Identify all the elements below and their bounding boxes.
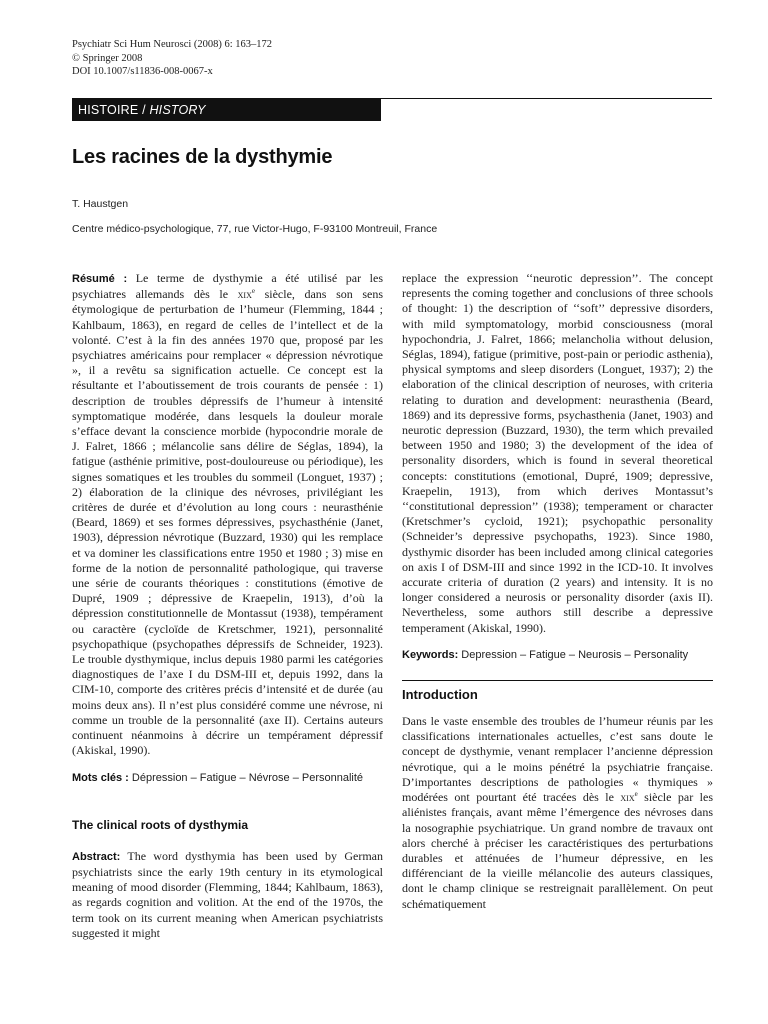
copyright: © Springer 2008 — [72, 52, 143, 64]
affiliation: Centre médico-psychologique, 77, rue Victor-Hugo, F-93100 Montreuil, France — [72, 223, 438, 235]
journal-citation: Psychiatr Sci Hum Neurosci (2008) 6: 163–172 — [72, 39, 273, 50]
introduction-text-1: Dans le vaste ensemble des troubles de l’humeur réunis par les classifications internationales actuelles, c’est sans doute le concept de dysthymie, venant remplacer l’ancienne dépression névrotique, qui a le moins pénétré la psychiatrie française. D’importantes descriptions de pathologies « thymiques » modérées ont pourtant été tracées dès le — [402, 714, 713, 805]
doi: DOI 10.1007/s11836-008-0067-x — [72, 66, 213, 77]
introduction-rule — [402, 680, 713, 681]
introduction-paragraph — [402, 714, 713, 912]
introduction-century: xix — [620, 790, 635, 805]
section-label-fr: HISTOIRE — [78, 103, 139, 117]
right-column — [402, 271, 713, 912]
mots-cles — [72, 771, 383, 785]
mots-cles-value: Dépression – Fatigue – Névrose – Personnalité — [128, 771, 364, 784]
section-separator: / — [138, 103, 150, 117]
resume-text-1: Le terme de dysthymie a été utilisé par les psychiatres allemands dès le — [72, 271, 383, 302]
introduction-text-2: siècle par les aliénistes français, avant même l’émergence des névroses dans la nosographie psychiatrique. Un grand nombre de travaux ont alors cherché à préciser les caractéristiques des perturbations durables et atténuées de l’humeur dépressive, en les différenciant de la vieille mélancolie des auteurs classiques, dont le champ clinique se restreignait parallèlement. On peut schématiquement — [402, 790, 714, 911]
section-banner — [72, 99, 381, 121]
keywords-value: Depression – Fatigue – Neurosis – Personality — [458, 648, 689, 661]
resume-label: Résumé : — [72, 273, 128, 285]
resume-paragraph — [72, 271, 383, 759]
keywords — [402, 648, 713, 662]
abstract-label: Abstract: — [72, 850, 121, 863]
english-title: The clinical roots of dysthymia — [72, 817, 249, 832]
section-label-en: HISTORY — [149, 103, 206, 117]
resume-century: xix — [237, 287, 252, 302]
left-column — [72, 271, 383, 941]
article-metadata — [72, 38, 272, 79]
introduction-century-sup: e — [634, 790, 638, 799]
keywords-label: Keywords: — [402, 648, 459, 661]
author: T. Haustgen — [72, 198, 129, 210]
abstract-text-left: The word dysthymia has been used by German psychiatrists since the early 19th century in its etymological meaning of mood disorder (Flemming, 1844; Kahlbaum, 1863), as regards cognition and volition. At the end of the 1970s, the term took on its current meaning when American psychiatrists suggested it might — [72, 848, 383, 940]
resume-century-sup: e — [251, 287, 255, 296]
article-title: Les racines de la dysthymie — [72, 146, 333, 168]
abstract-paragraph — [72, 849, 383, 941]
mots-cles-label: Mots clés : — [72, 771, 129, 784]
resume-text-2: siècle, dans son sens étymologique de perturbation de l’humeur (Flemming, 1844 ; Kahlbaum, 1863), en regard de celles de l’intellect et de la volonté. C’est à la fin des années 1970 que, proposé par les psychiatres américains pour remplacer « dépression névrotique », il a revêtu sa signification actuelle. Ce concept est la résultante et l’aboutissement de trois courants de pensée : 1) description de troubles dépressifs de l’humeur à intensité symptomatique modérée, dans lesquels la douleur morale s’efface devant la conscience morbide (hypocondrie morale de J. Falret, 1866 ; mélancolie sans délire de Séglas, 1894), la fatigue (asthénie primitive, post-douloureuse ou périodique), les signes somatiques et les troubles du sommeil (Longuet, 1937) ; 2) élaboration de la clinique des névroses, privilégiant les critères de durée et d’évolution au long cours : neurasthénie (Beard, 1869) et ses formes dépressives, psychasthénie (Janet, 1903), dépression névrotique (Buzzard, 1930) qui les remplace et va dominer les classifications entre 1950 et 1980 ; 3) mise en forme de la notion de personnalité pathologique, qui traverse une série de courants théoriques : constitutions (émotive de Dupré, 1909 ; dépressive de Kraepelin, 1913), d’où la dépression constitutionnelle de Montassut (1938), tempérament ou caractère (cycloïde de Kretschmer, 1921), personnalité psychopathique (psychopathes dépressifs de Schneider, 1923). Le trouble dysthymique, inclus depuis 1980 parmi les catégories diagnostiques de l’axe I du DSM-III et, depuis 1992, dans la CIM-10, comporte des critères précis d’intensité et de durée (au moins deux ans). Il n’est plus considéré comme une névrose, ni comme un trouble de la personnalité (axe II). Certains auteurs continuent néanmoins à décrire un tempérament dépressif (Akiskal, 1990). — [72, 287, 383, 758]
introduction-heading: Introduction — [402, 686, 478, 702]
abstract-continued: replace the expression ‘‘neurotic depression’’. The concept represents the coming together and conclusions of three schools of thought: 1) the description of ‘‘soft’’ depressive disorders, with mild symptomatology, morbid consciousness (moral hypochondria, J. Falret, 1866; melancholia without delusion, Séglas, 1894), fatigue (primitive, post-pain or periodic asthenia), physical symptoms and sleep disorders (Longuet, 1937); 2) the elaboration of the clinical description of neuroses, with criteria relating to duration and development: neurasthenia (Beard, 1869) and its depressive forms, psychasthenia (Janet, 1903) and neurotic depression (Buzzard, 1930), the term which prevailed between 1950 and 1980; 3) the development of the idea of personality disorders, which is found in several theoretical concepts: constitutions (emotional, Dupré, 1909; depressive, Kraepelin, 1913), from which derives Montassut’s ‘‘constitutional depression’’ (1938); temperament or character (Kretschmer’s cycloid, 1921); psychopathic personality (Schneider’s depressive psychopaths, 1923). Since 1980, dysthymic disorder has been included among clinical categories on axis I of DSM-III and since 1992 in the ICD-10. It involves accurate criteria of duration (2 years) and intensity. It is no longer considered a neurosis or personality disorder (axis II). Nevertheless, some authors still describe a depressive temperament (Akiskal, 1990). — [402, 271, 713, 635]
